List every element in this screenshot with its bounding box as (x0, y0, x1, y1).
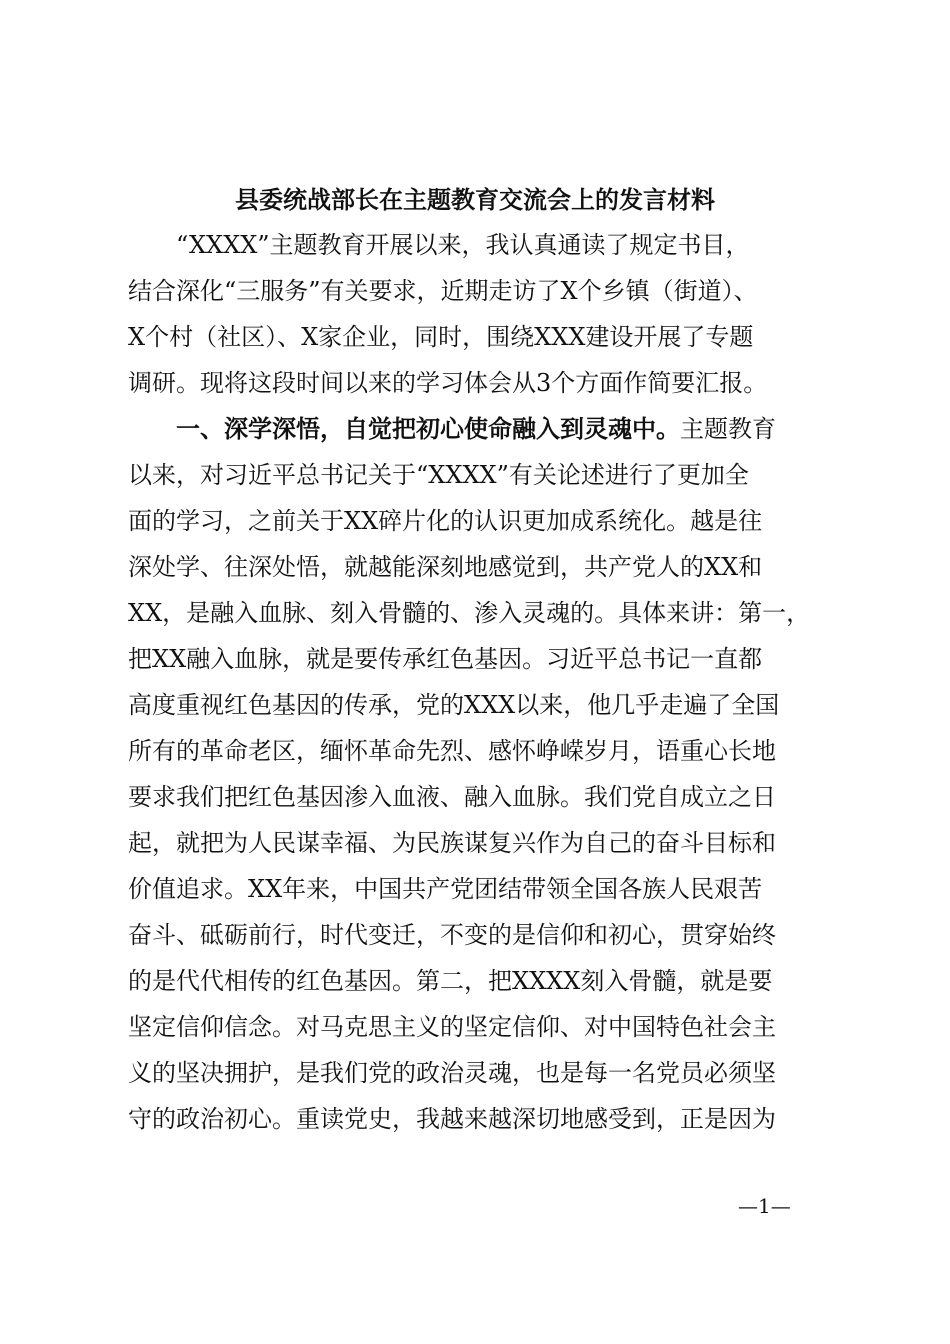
section-heading: 一、深学深悟，自觉把初心使命融入到灵魂中。 (176, 414, 680, 443)
paragraph-line: X个村（社区）、X家企业，同时，围绕XXX建设开展了专题 (128, 323, 754, 351)
section-heading-line (128, 406, 828, 452)
paragraph-line: 价值追求。XX年来，中国共产党团结带领全国各族人民艰苦 (128, 875, 763, 903)
paragraph-line: 的是代代相传的红色基因。第二，把XXXX刻入骨髓，就是要 (128, 967, 773, 995)
paragraph-line: 守的政治初心。重读党史，我越来越深切地感受到，正是因为 (128, 1105, 776, 1133)
page-number: —1— (738, 1194, 791, 1218)
paragraph-line: 深处学、往深处悟，就越能深刻地感觉到，共产党人的XX和 (128, 553, 763, 581)
paragraph-line: 坚定信仰信念。对马克思主义的坚定信仰、对中国特色社会主 (128, 1013, 776, 1041)
paragraph-line: 奋斗、砥砺前行，时代变迁，不变的是信仰和初心，贯穿始终 (128, 921, 776, 949)
paragraph-line: 面的学习，之前关于XX碎片化的认识更加成系统化。越是往 (128, 507, 763, 535)
paragraph-line: XX，是融入血脉、刻入骨髓的、渗入灵魂的。具体来讲：第一， (128, 599, 811, 627)
paragraph-line: 要求我们把红色基因渗入血液、融入血脉。我们党自成立之日 (128, 783, 776, 811)
document-body (128, 222, 828, 1142)
paragraph-line: 起，就把为人民谋幸福、为民族谋复兴作为自己的奋斗目标和 (128, 829, 776, 857)
paragraph-line: 以来，对习近平总书记关于“XXXX”有关论述进行了更加全 (128, 461, 749, 489)
section-heading-tail: 主题教育 (680, 415, 776, 443)
paragraph-line: 义的坚决拥护，是我们党的政治灵魂，也是每一名党员必须坚 (128, 1059, 776, 1087)
paragraph-line: 结合深化“三服务”有关要求，近期走访了X个乡镇（街道）、 (128, 277, 758, 305)
paragraph-line: 调研。现将这段时间以来的学习体会从3个方面作简要汇报。 (128, 369, 768, 397)
paragraph-line: 所有的革命老区，缅怀革命先烈、感怀峥嵘岁月，语重心长地 (128, 737, 776, 765)
paragraph-line: “XXXX”主题教育开展以来，我认真通读了规定书目， (176, 231, 750, 259)
paragraph-line: 高度重视红色基因的传承，党的XXX以来，他几乎走遍了全国 (128, 691, 780, 719)
paragraph-line: 把XX融入血脉，就是要传承红色基因。习近平总书记一直都 (128, 645, 763, 673)
document-title: 县委统战部长在主题教育交流会上的发言材料 (235, 185, 715, 214)
